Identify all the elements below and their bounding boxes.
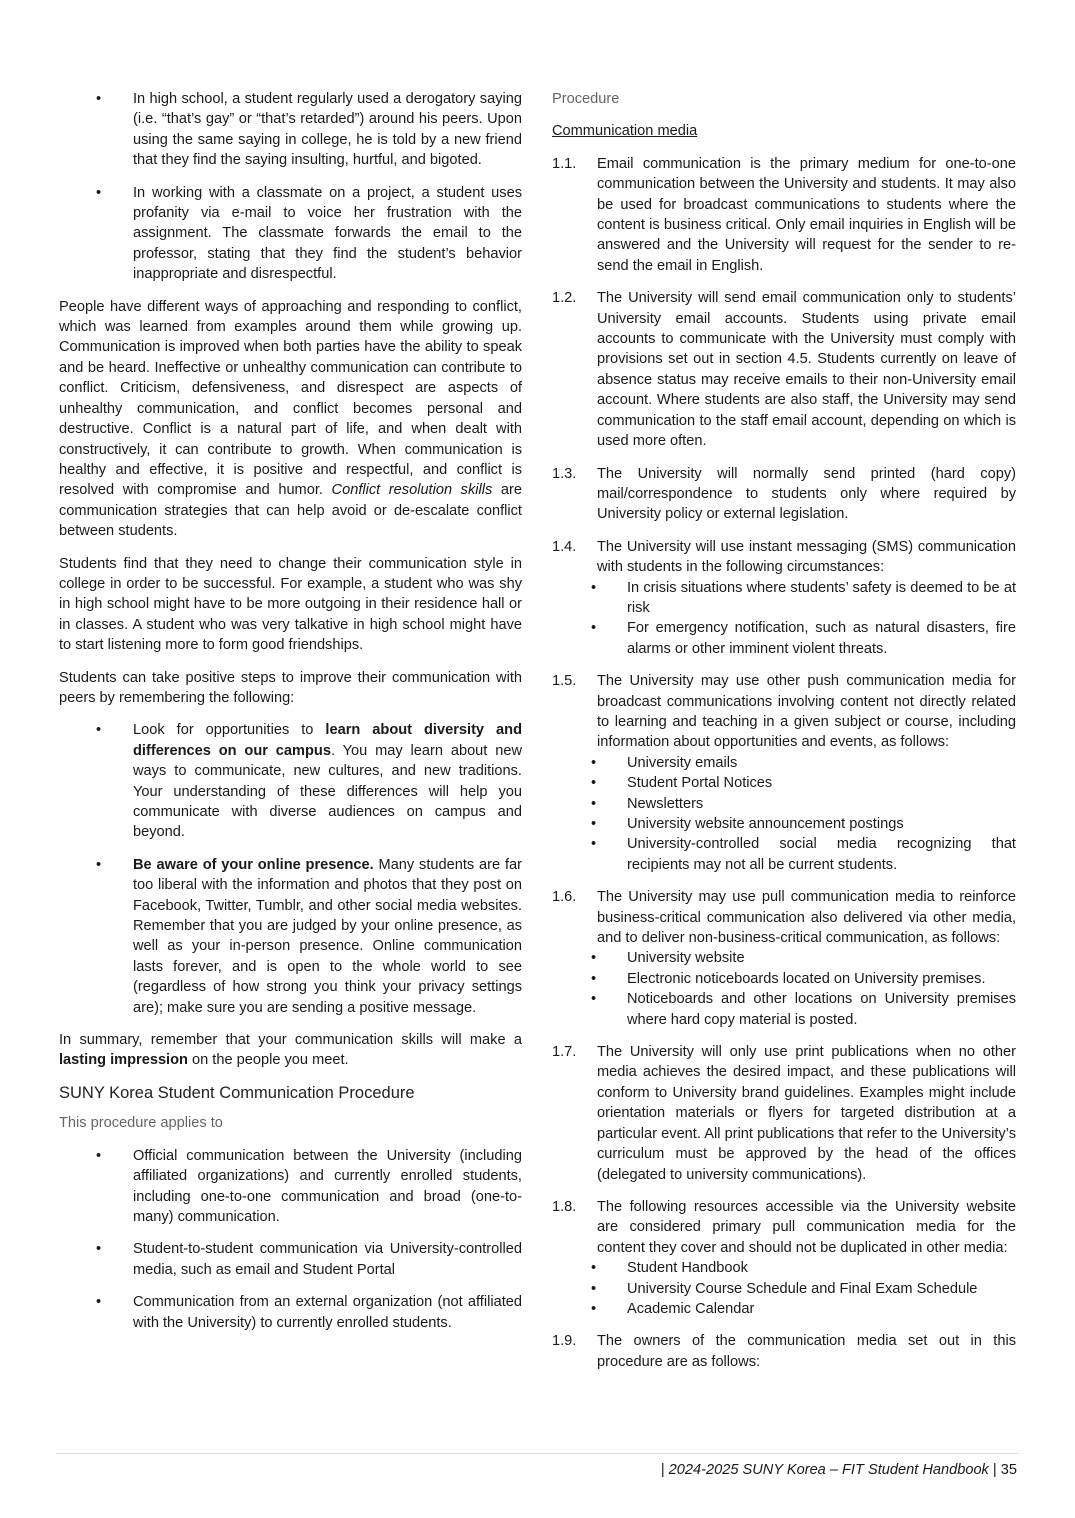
sub-item-text: In crisis situations where students’ safety is deemed to be at risk [627, 579, 1016, 616]
item-text: The University may use other push communication media for broadcast communications involving content not directly related to learning and teaching in a given subject or course, including information about opportunities and events, as follows: [597, 673, 1016, 751]
example-bullet [96, 89, 522, 171]
item-text: The University will use instant messaging (SMS) communication with students in the following circumstances: [597, 538, 1016, 576]
procedure-label: Procedure [552, 91, 620, 107]
item-number: 1.6. [552, 889, 577, 906]
sub-list-item [591, 1299, 1016, 1319]
bullet-icon: • [591, 970, 597, 987]
footer-separator: | [660, 1462, 669, 1478]
sub-list-item [591, 773, 1016, 793]
page-number: 35 [1000, 1462, 1017, 1478]
conflict-paragraph [59, 297, 522, 542]
sub-item-text: University website [627, 950, 745, 967]
tip-bullet [96, 855, 522, 1018]
procedure-item [552, 464, 1016, 525]
bullet-icon: • [591, 754, 597, 771]
bold-text: learn about diversity and differences on our campus [133, 722, 522, 759]
bullet-text: In working with a classmate on a project, a student uses profanity via e-mail to voice her frustration with the assignment. The classmate forwards the email to the professor, stating that they find the student’s behavior inappropriate and disrespectful. [133, 184, 522, 283]
procedure-item [552, 671, 1016, 875]
bullet-icon: • [591, 1280, 597, 1297]
text-run: are communication strategies that can help avoid or de-escalate conflict between students. [59, 482, 523, 540]
tip-bullet [96, 720, 522, 842]
example-bullet [96, 183, 522, 285]
bullet-text: Communication from an external organization (not affiliated with the University) to currently enrolled students. [133, 1294, 522, 1331]
sub-list-item [591, 618, 1016, 659]
bullet-icon: • [591, 579, 597, 596]
item-text: The University will only use print publications when no other media achieves the desired impact, and these publications will conform to University brand guidelines. Examples might include orientation materials or flyers for targeted distribution at a particular event. All print publications that refer to the University’s curriculum must be approved by the head of the offices (delegated to university communications). [597, 1044, 1016, 1183]
item-text: The University will send email communication only to students’ University email accounts. Students using private email accounts to communicate with the University must comply with provisions set out in section 4.5. Students currently on leave of absence status may receive emails to their non-University email account. Where students are also staff, the University may send communication to the staff email account, depending on which is used more often. [597, 290, 1016, 450]
text-run: on the people you meet. [187, 1052, 349, 1069]
procedure-item [552, 154, 1016, 276]
footer-title: 2024-2025 SUNY Korea – FIT Student Handbook [668, 1462, 989, 1478]
sub-list [591, 753, 1016, 875]
text-run: Many students are far too liberal with the information and photos that they post on Facebook, Twitter, Tumblr, and other social media websites. Remember that you are judged by your online presence, as well as your in-person presence. Online communication lasts forever, and is open to the whole world to see (regardless of how strong you think your privacy settings are); make sure you are sending a positive message. [133, 856, 522, 1016]
summary-paragraph [59, 1030, 522, 1071]
bullet-icon: • [96, 184, 102, 201]
sub-item-text: Electronic noticeboards located on University premises. [627, 970, 986, 987]
text-run: Look for opportunities to [133, 722, 326, 739]
item-text: The owners of the communication media set out in this procedure are as follows: [597, 1333, 1016, 1370]
bullet-icon: • [96, 1294, 102, 1311]
applies-bullet [96, 1239, 522, 1280]
sub-item-text: University emails [627, 754, 738, 771]
item-number: 1.8. [552, 1198, 577, 1215]
item-number: 1.2. [552, 290, 577, 307]
bullet-icon: • [591, 775, 597, 792]
text-run: . You may learn about new ways to communicate, new cultures, and new traditions. Your understanding of these differences will help you communicate with diverse audiences on campus and beyond. [133, 742, 522, 841]
footer-separator: | [988, 1462, 1001, 1478]
item-number: 1.4. [552, 538, 577, 555]
bullet-icon: • [591, 795, 597, 812]
steps-paragraph: Students can take positive steps to improve their communication with peers by remembering the following: [59, 669, 522, 706]
procedure-item [552, 1197, 1016, 1319]
item-text: The following resources accessible via the University website are considered primary pull communication media for the content they cover and should not be duplicated in other media: [597, 1198, 1016, 1256]
sub-list-item [591, 794, 1016, 814]
item-text: The University will normally send printed (hard copy) mail/correspondence to students only where required by University policy or external legislation. [597, 465, 1016, 523]
item-number: 1.7. [552, 1044, 577, 1061]
sub-item-text: Newsletters [627, 795, 704, 812]
sub-list [591, 578, 1016, 660]
bold-text: lasting impression [59, 1052, 188, 1069]
procedure-item [552, 1042, 1016, 1185]
sub-list-item [591, 834, 1016, 875]
sub-item-text: Noticeboards and other locations on University premises where hard copy material is posted. [627, 991, 1016, 1028]
text-run: People have different ways of approaching and responding to conflict, which was learned from examples around them while growing up. Communication is improved when both parties have the ability to speak and be heard. Ineffective or unhealthy communication can contribute to conflict. Criticism, defensiveness, and disrespect are aspects of unhealthy communication, and conflict becomes personal and destructive. Conflict is a natural part of life, and when dealt with constructively, it can contribute to growth. When communication is healthy and effective, it is positive and respectful, and conflict is resolved with compromise and humor. [59, 298, 522, 499]
sub-item-text: University Course Schedule and Final Exam Schedule [627, 1280, 978, 1297]
emphasis-text: Conflict resolution skills [331, 482, 493, 499]
style-paragraph: Students find that they need to change their communication style in college in order to be successful. For example, a student who was shy in high school might have to be more outgoing in their residence hall or in classes. A student who was very talkative in high school might have to start listening more to form good friendships. [59, 555, 522, 654]
bullet-icon: • [96, 1241, 102, 1258]
sub-list-item [591, 969, 1016, 989]
footer-divider [56, 1453, 1019, 1454]
sub-item-text: Academic Calendar [627, 1300, 755, 1317]
bullet-icon: • [96, 722, 102, 739]
bullet-text: Student-to-student communication via University-controlled media, such as email and Student Portal [133, 1241, 522, 1278]
bold-text: Be aware of your online presence. [133, 856, 374, 873]
section-heading: SUNY Korea Student Communication Procedure [59, 1083, 415, 1102]
sub-list [591, 1258, 1016, 1319]
item-number: 1.5. [552, 673, 577, 690]
item-number: 1.3. [552, 465, 577, 482]
applies-bullet [96, 1292, 522, 1333]
sub-list-item [591, 1258, 1016, 1278]
item-number: 1.1. [552, 155, 577, 172]
left-column [59, 89, 522, 1345]
bullet-icon: • [96, 856, 102, 873]
procedure-item [552, 887, 1016, 1030]
bullet-icon: • [96, 91, 102, 107]
sub-item-text: Student Handbook [627, 1260, 748, 1277]
bullet-icon: • [591, 836, 597, 853]
item-number: 1.9. [552, 1333, 577, 1350]
procedure-item [552, 288, 1016, 451]
bullet-text: In high school, a student regularly used a derogatory saying (i.e. “that’s gay” or “that’s retarded”) around his peers. Upon using the same saying in college, he is told by a new friend that they find the saying insulting, hurtful, and bigoted. [133, 91, 522, 169]
sub-list [591, 948, 1016, 1030]
bullet-icon: • [591, 1260, 597, 1277]
item-text: The University may use pull communication media to reinforce business-critical communication also delivered via other media, and to deliver non-business-critical communication, as follows: [597, 889, 1016, 947]
procedure-items [552, 154, 1016, 1372]
sub-list-item [591, 1279, 1016, 1299]
bullet-icon: • [96, 1147, 102, 1164]
page-footer [661, 1460, 1017, 1480]
sub-item-text: University-controlled social media recognizing that recipients may not all be current students. [627, 836, 1016, 873]
bullet-text: Official communication between the University (including affiliated organizations) and currently enrolled students, including one-to-one communication and broad (one-to-many) communication. [133, 1147, 522, 1225]
media-heading: Communication media [552, 123, 698, 140]
sub-list-item [591, 814, 1016, 834]
right-column [552, 89, 1016, 1384]
sub-item-text: For emergency notification, such as natural disasters, fire alarms or other imminent violent threats. [627, 620, 1016, 657]
bullet-icon: • [591, 950, 597, 967]
sub-list-item [591, 989, 1016, 1030]
procedure-item [552, 537, 1016, 659]
applies-to-label: This procedure applies to [59, 1115, 223, 1132]
sub-list-item [591, 948, 1016, 968]
item-text: Email communication is the primary medium for one-to-one communication between the University and students. It may also be used for broadcast communications to students where the content is business critical. Only email inquiries in English will be answered and the University will request for the sender to re-send the email in English. [597, 155, 1016, 274]
sub-item-text: University website announcement postings [627, 816, 904, 832]
bullet-icon: • [591, 816, 597, 832]
procedure-item [552, 1331, 1016, 1372]
sub-list-item [591, 578, 1016, 619]
sub-item-text: Student Portal Notices [627, 775, 773, 792]
applies-bullet [96, 1146, 522, 1228]
sub-list-item [591, 753, 1016, 773]
bullet-icon: • [591, 1300, 597, 1317]
bullet-icon: • [591, 620, 597, 637]
bullet-icon: • [591, 991, 597, 1008]
text-run: In summary, remember that your communication skills will make a [59, 1032, 522, 1049]
